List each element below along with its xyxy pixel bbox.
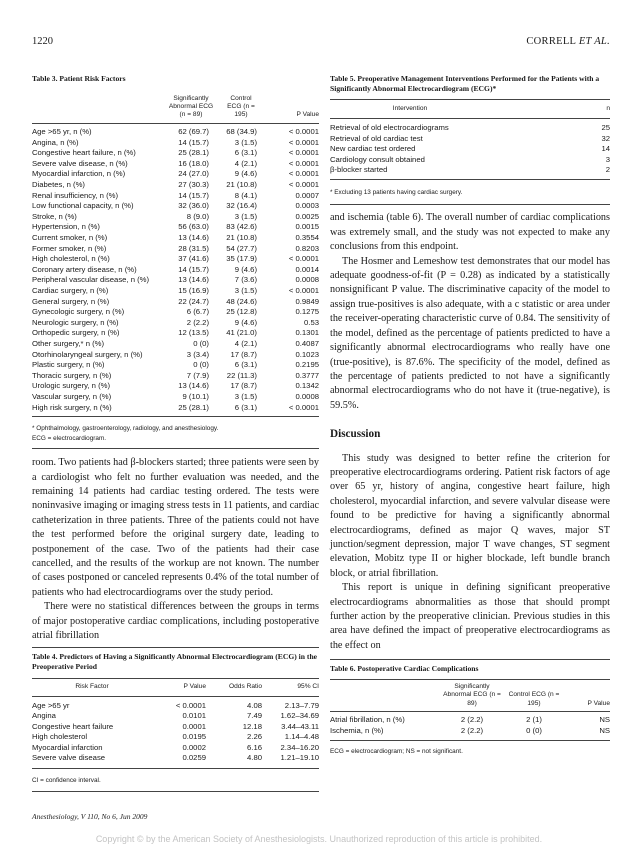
table-cell: Age >65 yr bbox=[32, 700, 70, 710]
table-cell: β-blocker started bbox=[330, 165, 388, 175]
table-cell: Otorhinolaryngeal surgery, n (%) bbox=[32, 349, 143, 359]
table-row bbox=[32, 381, 319, 392]
table-cell: 27 (30.3) bbox=[178, 180, 209, 190]
table-cell: Congestive heart failure, n (%) bbox=[32, 148, 136, 158]
table-cell: 0 (0) bbox=[193, 360, 209, 370]
paragraph: The Hosmer and Lemeshow test demonstrates that our model has adequate goodness-of-fit (P = 0.28) as indicated by a statistically nonsignificant P value. The discriminative capacity of the model to assign true-positives is also adequate, with a c statistic or area under the receiver-operating characteristic curve of 0.84. The sensitivity of the model, defined as the percentage of patients predicted to have a significantly abnormal electrocardiograms who really have one (true-positive), is 87.6%. The specificity of the model, defined as the percentage of patients predicted to not have a significantly abnormal electrocardiograms who do not have it (true-negative), is 59.5%. bbox=[330, 255, 610, 411]
table-cell: 0.1275 bbox=[295, 307, 319, 317]
table-row bbox=[32, 265, 319, 276]
table-cell: 14 (15.7) bbox=[178, 264, 209, 274]
table-cell: 32 bbox=[601, 133, 610, 143]
table-row bbox=[330, 726, 610, 737]
table3-body bbox=[32, 124, 319, 414]
table5 bbox=[330, 99, 610, 175]
table4-header bbox=[32, 679, 319, 697]
paragraph: This study was designed to better refine the criterion for preoperative electrocardiograms ordering. Patient risk factors of age over 65 yr, history of angina, congestive heart failure, high cholesterol, myocardial infarction, and severe valvular disease were found to be predictive for having a significantly abnormal electrocardiograms, defined as major Q waves, major ST junction/segment depression, major T wave changes, ST segment elevation, Mobitz type II or higher blockade, left bundle branch block, or atrial fibrillation. bbox=[330, 452, 610, 579]
table-row bbox=[32, 275, 319, 286]
table-cell: Current smoker, n (%) bbox=[32, 233, 108, 243]
table-cell: < 0.0001 bbox=[175, 700, 206, 710]
table3 bbox=[32, 95, 319, 413]
table-cell: 68 (34.9) bbox=[226, 127, 257, 137]
journal-footer: Anesthesiology, V 110, No 6, Jun 2009 bbox=[32, 812, 148, 821]
table-cell: 41 (21.0) bbox=[226, 328, 257, 338]
table-cell: Former smoker, n (%) bbox=[32, 243, 107, 253]
table-cell: 4.80 bbox=[247, 753, 262, 763]
table-cell: 13 (14.6) bbox=[178, 233, 209, 243]
table-cell: 17 (8.7) bbox=[230, 381, 257, 391]
table-cell: 3 (1.5) bbox=[234, 391, 257, 401]
table3-caption: Table 3. Patient Risk Factors bbox=[32, 74, 126, 83]
table-cell: 0 (0) bbox=[526, 725, 542, 735]
table-cell: 0.0015 bbox=[295, 222, 319, 232]
table-cell: < 0.0001 bbox=[288, 402, 319, 412]
table-cell: 14 (15.7) bbox=[178, 190, 209, 200]
table4-footnote: CI = confidence interval. bbox=[32, 776, 101, 784]
table-cell: Severe valve disease bbox=[32, 753, 106, 763]
table4 bbox=[32, 678, 319, 764]
table-row bbox=[32, 696, 319, 711]
table4-caption: Table 4. Predictors of Having a Significantly Abnormal Electrocardiogram (ECG) in the Preoperative Period bbox=[32, 652, 318, 672]
table-cell: 21 (10.8) bbox=[226, 233, 257, 243]
table6-header-cell bbox=[330, 680, 440, 708]
table-row bbox=[330, 155, 610, 165]
table-cell: 3 (1.5) bbox=[234, 137, 257, 147]
table-row bbox=[32, 392, 319, 403]
paragraph: and ischemia (table 6). The overall number of cardiac complications was extremely small, and the study was not expected to make any conclusions from this endpoint. bbox=[330, 212, 610, 253]
table-row bbox=[32, 138, 319, 149]
table-cell: High risk surgery, n (%) bbox=[32, 402, 112, 412]
table-cell: 32 (36.0) bbox=[178, 201, 209, 211]
table-cell: 3 (1.5) bbox=[234, 286, 257, 296]
table-cell: 0.0014 bbox=[295, 264, 319, 274]
table-cell: Congestive heart failure bbox=[32, 721, 114, 731]
table-cell: 9 (10.1) bbox=[182, 391, 209, 401]
table-cell: 0.2195 bbox=[295, 360, 319, 370]
table-cell: 6 (3.1) bbox=[234, 402, 257, 412]
table-cell: 35 (17.9) bbox=[226, 254, 257, 264]
table-cell: 54 (27.7) bbox=[226, 243, 257, 253]
table5-header bbox=[330, 100, 610, 119]
table-cell: < 0.0001 bbox=[288, 148, 319, 158]
table-cell: 0.0101 bbox=[182, 711, 206, 721]
table-row bbox=[32, 711, 319, 722]
paragraph: room. Two patients had β-blockers started; three patients were seen by a cardiologist who felt no further evaluation was needed, and the remaining 14 patients had cardiac testing ordered. The tests were noninvasive imaging or imaging stress tests in 11 patients, and cardiac catheterization in three patients. Three of the patients could not have the test performed before the original surgery date, leading to postponement of the case. Two of the patients had their case cancelled, and the results of the workup are not known. The number of cases postponed or canceled represents 0.4% of the total number of patients who had electrocardiograms over the study period. bbox=[32, 457, 319, 598]
table-cell: 7 (7.9) bbox=[186, 370, 209, 380]
table-row bbox=[32, 307, 319, 318]
table-cell: Cardiac surgery, n (%) bbox=[32, 286, 109, 296]
table-cell: Orthopedic surgery, n (%) bbox=[32, 328, 120, 338]
table-row bbox=[32, 371, 319, 382]
table-cell: General surgery, n (%) bbox=[32, 296, 110, 306]
table5-footnote: * Excluding 13 patients having cardiac surgery. bbox=[330, 189, 463, 197]
table-cell: < 0.0001 bbox=[288, 158, 319, 168]
table-cell: < 0.0001 bbox=[288, 180, 319, 190]
table-cell: 12 (13.5) bbox=[178, 328, 209, 338]
table-row bbox=[330, 165, 610, 175]
table-cell: Peripheral vascular disease, n (%) bbox=[32, 275, 150, 285]
table-cell: Low functional capacity, n (%) bbox=[32, 201, 134, 211]
running-head-etal: ET AL. bbox=[578, 36, 610, 47]
table-row bbox=[330, 712, 610, 726]
table-cell: Retrieval of old electrocardiograms bbox=[330, 123, 449, 133]
table-cell: Gynecologic surgery, n (%) bbox=[32, 307, 125, 317]
table-row bbox=[32, 360, 319, 371]
table-cell: 2.34–16.20 bbox=[280, 742, 319, 752]
table-cell: 2.26 bbox=[247, 732, 262, 742]
table-cell: New cardiac test ordered bbox=[330, 144, 416, 154]
table-cell: 16 (18.0) bbox=[178, 158, 209, 168]
running-head-authors: CORRELL bbox=[526, 36, 579, 47]
table-row bbox=[32, 180, 319, 191]
table-cell: < 0.0001 bbox=[288, 286, 319, 296]
table-cell: 0.0195 bbox=[182, 732, 206, 742]
table-cell: 0.0007 bbox=[295, 190, 319, 200]
table-cell: 22 (24.7) bbox=[178, 296, 209, 306]
left-column bbox=[32, 74, 319, 792]
table6-caption: Table 6. Postoperative Cardiac Complications bbox=[330, 664, 479, 674]
table-cell: 4 (2.1) bbox=[234, 338, 257, 348]
table-cell: 56 (63.0) bbox=[178, 222, 209, 232]
table-row bbox=[32, 328, 319, 339]
table-cell: 1.14–4.48 bbox=[284, 732, 319, 742]
table-cell: 9 (4.6) bbox=[234, 264, 257, 274]
table4-end-rule bbox=[32, 791, 319, 792]
table-row bbox=[32, 191, 319, 202]
table-cell: Coronary artery disease, n (%) bbox=[32, 264, 137, 274]
table-cell: Diabetes, n (%) bbox=[32, 180, 85, 190]
table3-header-cell bbox=[32, 95, 165, 120]
table-cell: < 0.0001 bbox=[288, 137, 319, 147]
table5-header-cell: n bbox=[606, 105, 610, 112]
table4-header-cell: Risk Factor bbox=[75, 683, 109, 691]
table-row bbox=[330, 134, 610, 144]
table-row bbox=[32, 732, 319, 743]
table-row bbox=[330, 119, 610, 134]
table-cell: 0.0259 bbox=[182, 753, 206, 763]
table-cell: Renal insufficiency, n (%) bbox=[32, 190, 119, 200]
table-cell: Stroke, n (%) bbox=[32, 211, 77, 221]
table3-header-cell: Significantly Abnormal ECG (n = 89) bbox=[168, 95, 214, 119]
page-number: 1220 bbox=[32, 36, 53, 47]
table-row bbox=[32, 244, 319, 255]
table5-bottom-rule bbox=[330, 179, 610, 180]
table-cell: 1.62–34.69 bbox=[280, 711, 319, 721]
table-cell: < 0.0001 bbox=[288, 127, 319, 137]
paragraph: This report is unique in defining significant preoperative electrocardiograms abnormalities as those that should prompt further action by the preoperative clinician. Previous studies in this area have defined the impact of preoperative electrocardiograms as the effect on bbox=[330, 582, 610, 651]
table-cell: 14 bbox=[601, 144, 610, 154]
table-cell: Angina bbox=[32, 711, 56, 721]
table-cell: 13 (14.6) bbox=[178, 381, 209, 391]
table4-header-cell: P Value bbox=[183, 683, 206, 691]
table6-body bbox=[330, 712, 610, 737]
table-cell: 25 (12.8) bbox=[226, 307, 257, 317]
table-cell: 0.0025 bbox=[295, 211, 319, 221]
table3-end-rule bbox=[32, 448, 319, 449]
table-cell: Thoracic surgery, n (%) bbox=[32, 370, 112, 380]
table-row bbox=[32, 233, 319, 244]
table3-header-cell: P Value bbox=[296, 111, 319, 119]
table-cell: Severe valve disease, n (%) bbox=[32, 158, 128, 168]
table-cell: 0.3777 bbox=[295, 370, 319, 380]
table-cell: 48 (24.6) bbox=[226, 296, 257, 306]
table-cell: < 0.0001 bbox=[288, 169, 319, 179]
table-row bbox=[32, 124, 319, 138]
table-cell: 0.53 bbox=[304, 317, 319, 327]
table-cell: Ischemia, n (%) bbox=[330, 725, 384, 735]
table-row bbox=[32, 222, 319, 233]
table-cell: 32 (16.4) bbox=[226, 201, 257, 211]
section-heading-discussion: Discussion bbox=[330, 428, 381, 441]
table-row bbox=[32, 148, 319, 159]
table-row bbox=[32, 350, 319, 361]
table-cell: < 0.0001 bbox=[288, 254, 319, 264]
table-cell: Angina, n (%) bbox=[32, 137, 79, 147]
table-cell: High cholesterol bbox=[32, 732, 88, 742]
table-cell: 25 (28.1) bbox=[178, 148, 209, 158]
table-cell: 0 (0) bbox=[193, 338, 209, 348]
table-cell: 2 (2.2) bbox=[460, 725, 484, 735]
table-cell: 0.1023 bbox=[295, 349, 319, 359]
table-cell: 4 (2.1) bbox=[234, 158, 257, 168]
table-cell: 62 (69.7) bbox=[178, 127, 209, 137]
table-cell: 3 bbox=[605, 154, 610, 164]
table3-footnote: * Ophthalmology, gastroenterology, radiology, and anesthesiology. bbox=[32, 425, 219, 433]
table-row bbox=[32, 743, 319, 754]
table-cell: 0.1342 bbox=[295, 381, 319, 391]
table-cell: Vascular surgery, n (%) bbox=[32, 391, 112, 401]
table3-header bbox=[32, 95, 319, 124]
table-cell: 0.0002 bbox=[182, 742, 206, 752]
table-cell: 9 (4.6) bbox=[234, 317, 257, 327]
table-cell: 3 (3.4) bbox=[186, 349, 209, 359]
table-row bbox=[330, 144, 610, 154]
table6-bottom-rule bbox=[330, 740, 610, 741]
table-cell: High cholesterol, n (%) bbox=[32, 254, 110, 264]
table-cell: 0.0008 bbox=[295, 275, 319, 285]
right-column bbox=[330, 74, 610, 757]
table5-end-rule bbox=[330, 204, 610, 205]
table6-header-cell: P Value bbox=[587, 699, 610, 707]
table-cell: 2 bbox=[605, 165, 610, 175]
table-cell: 2 (2.2) bbox=[186, 317, 209, 327]
table-row bbox=[32, 339, 319, 350]
table4-top-rule bbox=[32, 647, 319, 648]
table-cell: 0.3554 bbox=[295, 233, 319, 243]
table4-bottom-rule bbox=[32, 768, 319, 769]
table-cell: 7 (3.6) bbox=[234, 275, 257, 285]
table-row bbox=[32, 722, 319, 733]
table-cell: 21 (10.8) bbox=[226, 180, 257, 190]
right-body-text bbox=[330, 211, 610, 653]
table-cell: 6.16 bbox=[247, 742, 262, 752]
table-row bbox=[32, 318, 319, 329]
table-cell: 9 (4.6) bbox=[234, 169, 257, 179]
table-cell: 0.0001 bbox=[182, 721, 206, 731]
table-cell: 37 (41.6) bbox=[178, 254, 209, 264]
table-cell: 13 (14.6) bbox=[178, 275, 209, 285]
table-cell: 25 bbox=[601, 123, 610, 133]
table-cell: 12.18 bbox=[242, 721, 262, 731]
table-cell: 3 (1.5) bbox=[234, 211, 257, 221]
table-cell: 25 (28.1) bbox=[178, 402, 209, 412]
table4-header-cell: 95% CI bbox=[297, 683, 319, 691]
table-cell: Retrieval of old cardiac test bbox=[330, 133, 423, 143]
table-cell: 2 (2.2) bbox=[460, 715, 484, 725]
running-head bbox=[526, 36, 610, 47]
table-row bbox=[32, 254, 319, 265]
table-cell: 7.49 bbox=[247, 711, 262, 721]
table3-header-cell: Control ECG (n = 195) bbox=[227, 95, 255, 119]
table-cell: 15 (16.9) bbox=[178, 286, 209, 296]
table-cell: 2.13–7.79 bbox=[284, 700, 319, 710]
table5-caption: Table 5. Preoperative Management Interventions Performed for the Patients with a Significantly Abnormal Electrocardiogram (ECG)* bbox=[330, 74, 600, 93]
copyright-notice: Copyright © by the American Society of Anesthesiologists. Unauthorized reproduction of this article is prohibited. bbox=[95, 834, 543, 844]
table-cell: NS bbox=[599, 725, 610, 735]
table-cell: NS bbox=[599, 715, 610, 725]
table6-footnote: ECG = electrocardiogram; NS = not significant. bbox=[330, 748, 463, 756]
table-cell: 6 (3.1) bbox=[234, 148, 257, 158]
table-cell: 0.0008 bbox=[295, 391, 319, 401]
table-cell: 0.4087 bbox=[295, 338, 319, 348]
table3-footnote: ECG = electrocardiogram. bbox=[32, 435, 107, 443]
table-cell: Atrial fibrillation, n (%) bbox=[330, 715, 405, 725]
table-cell: Urologic surgery, n (%) bbox=[32, 381, 111, 391]
table-row bbox=[32, 201, 319, 212]
table-cell: 17 (8.7) bbox=[230, 349, 257, 359]
table-cell: Neurologic surgery, n (%) bbox=[32, 317, 119, 327]
table-cell: 0.8203 bbox=[295, 243, 319, 253]
table-cell: Myocardial infarction bbox=[32, 742, 103, 752]
table6 bbox=[330, 679, 610, 736]
table-cell: Hypertension, n (%) bbox=[32, 222, 100, 232]
table-cell: Myocardial infarction, n (%) bbox=[32, 169, 126, 179]
table-cell: 22 (11.3) bbox=[226, 370, 257, 380]
table-cell: 24 (27.0) bbox=[178, 169, 209, 179]
table-cell: 28 (31.5) bbox=[178, 243, 209, 253]
table3-bottom-rule bbox=[32, 416, 319, 417]
table-row bbox=[32, 403, 319, 414]
page-header bbox=[32, 36, 610, 52]
table5-header-cell: Intervention bbox=[392, 105, 428, 112]
table-row bbox=[32, 286, 319, 297]
table-cell: 2 (1) bbox=[526, 715, 542, 725]
table-cell: Age >65 yr, n (%) bbox=[32, 127, 92, 137]
table-row bbox=[32, 753, 319, 764]
table6-header-cell: Significantly Abnormal ECG (n = 89) bbox=[443, 683, 501, 707]
paragraph: There were no statistical differences between the groups in terms of major postoperative cardiac complications, including postoperative atrial fibrillation bbox=[32, 601, 319, 642]
table-cell: 0.0003 bbox=[295, 201, 319, 211]
table-row bbox=[32, 169, 319, 180]
table-cell: 1.21–19.10 bbox=[280, 753, 319, 763]
table-cell: Plastic surgery, n (%) bbox=[32, 360, 105, 370]
table-cell: 0.1301 bbox=[295, 328, 319, 338]
table-cell: Cardiology consult obtained bbox=[330, 154, 425, 164]
table-cell: 4.08 bbox=[247, 700, 262, 710]
table6-header bbox=[330, 680, 610, 712]
table-cell: Other surgery,* n (%) bbox=[32, 338, 105, 348]
table-cell: 3.44–43.11 bbox=[281, 721, 319, 731]
table-cell: 6 (3.1) bbox=[234, 360, 257, 370]
table-cell: 6 (6.7) bbox=[186, 307, 209, 317]
table-cell: 8 (9.0) bbox=[186, 211, 209, 221]
table-row bbox=[32, 212, 319, 223]
table6-top-rule bbox=[330, 659, 610, 660]
table4-body bbox=[32, 696, 319, 764]
table-cell: 0.9849 bbox=[295, 296, 319, 306]
table6-header-cell: Control ECG (n = 195) bbox=[508, 691, 560, 707]
table-row bbox=[32, 159, 319, 170]
table5-body bbox=[330, 119, 610, 176]
table4-header-cell: Odds Ratio bbox=[229, 683, 262, 691]
table-cell: 83 (42.6) bbox=[226, 222, 257, 232]
table-row bbox=[32, 297, 319, 308]
left-body-text bbox=[32, 456, 319, 643]
table-cell: 14 (15.7) bbox=[178, 137, 209, 147]
table-cell: 8 (4.1) bbox=[234, 190, 257, 200]
